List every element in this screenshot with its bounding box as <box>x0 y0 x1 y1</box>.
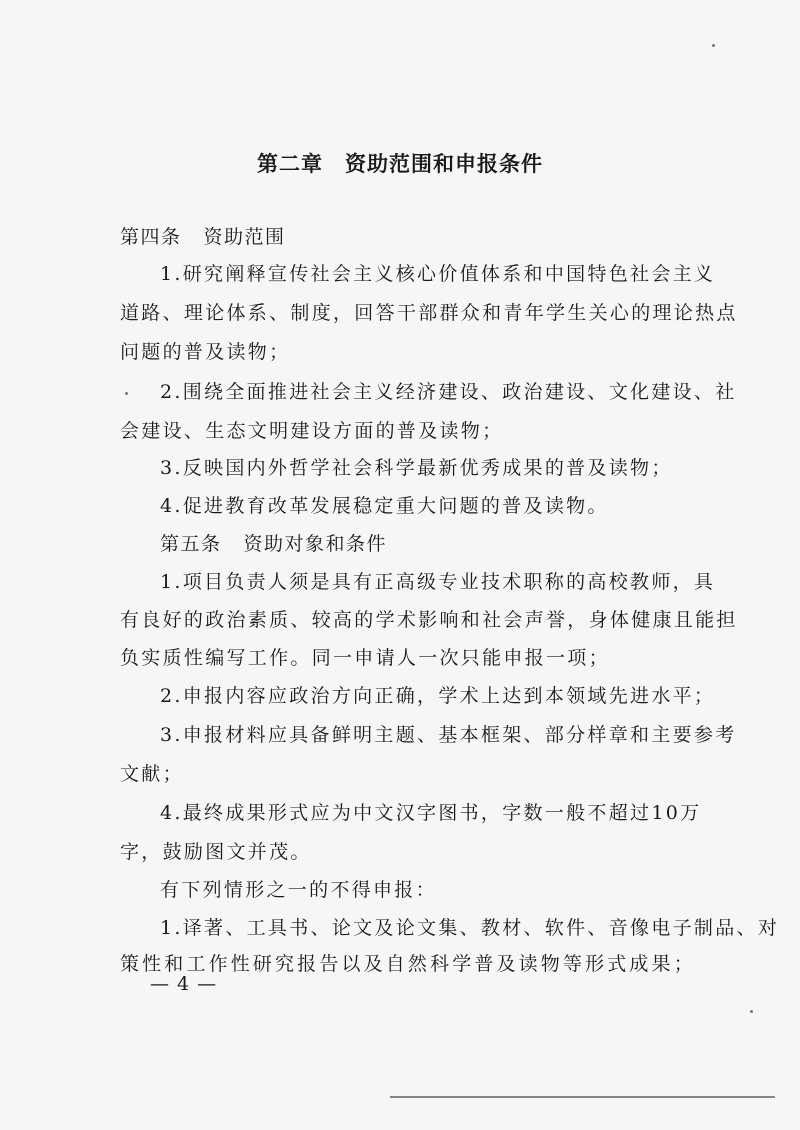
scan-speck <box>712 44 715 47</box>
article-4-title: 资助范围 <box>203 226 286 248</box>
paragraph-line: 4.促进教育改革发展稳定重大问题的普及读物。 <box>160 495 609 517</box>
paragraph-line: 3.反映国内外哲学社会科学最新优秀成果的普及读物； <box>160 457 673 479</box>
paragraph-line: 策性和工作性研究报告以及自然科学普及读物等形式成果； <box>120 953 695 975</box>
paragraph-line: 1.项目负责人须是具有正高级专业技术职称的高校教师，具 <box>160 571 716 593</box>
paragraph-line: 有下列情形之一的不得申报： <box>160 879 437 901</box>
article-5-heading <box>160 532 735 556</box>
article-4-heading <box>120 225 695 249</box>
paragraph-line: 2.申报内容应政治方向正确，学术上达到本领域先进水平； <box>160 685 716 707</box>
paragraph-line: 文献； <box>120 763 184 785</box>
scan-edge-line <box>390 1096 775 1098</box>
paragraph-line: 3.申报材料应具备鲜明主题、基本框架、部分样章和主要参考 <box>160 724 737 746</box>
paragraph-line: 会建设、生态文明建设方面的普及读物； <box>120 420 504 442</box>
paragraph-line: 1.译著、工具书、论文及论文集、教材、软件、音像电子制品、对 <box>160 917 780 939</box>
article-5-label: 第五条 <box>160 533 222 555</box>
chapter-heading <box>0 148 800 178</box>
scan-speck <box>750 1010 753 1013</box>
paragraph-line: 4.最终成果形式应为中文汉字图书，字数一般不超过10万 <box>160 802 702 824</box>
paragraph-line: 问题的普及读物； <box>120 341 291 363</box>
paragraph-line: 负实质性编写工作。同一申请人一次只能申报一项； <box>120 647 610 669</box>
page-number: — 4 — <box>150 973 218 995</box>
scan-speck <box>125 392 128 395</box>
chapter-number: 第二章 <box>257 151 323 176</box>
paragraph-line: 2.围绕全面推进社会主义经济建设、政治建设、文化建设、社 <box>160 381 737 403</box>
article-5-title: 资助对象和条件 <box>243 533 388 555</box>
chapter-subtitle: 资助范围和申报条件 <box>345 151 543 176</box>
paragraph-line: 字，鼓励图文并茂。 <box>120 841 312 863</box>
paragraph-line: 1.研究阐释宣传社会主义核心价值体系和中国特色社会主义 <box>160 263 716 285</box>
article-4-label: 第四条 <box>120 226 182 248</box>
paragraph-line: 道路、理论体系、制度，回答干部群众和青年学生关心的理论热点 <box>120 302 738 324</box>
paragraph-line: 有良好的政治素质、较高的学术影响和社会声誉，身体健康且能担 <box>120 609 738 631</box>
